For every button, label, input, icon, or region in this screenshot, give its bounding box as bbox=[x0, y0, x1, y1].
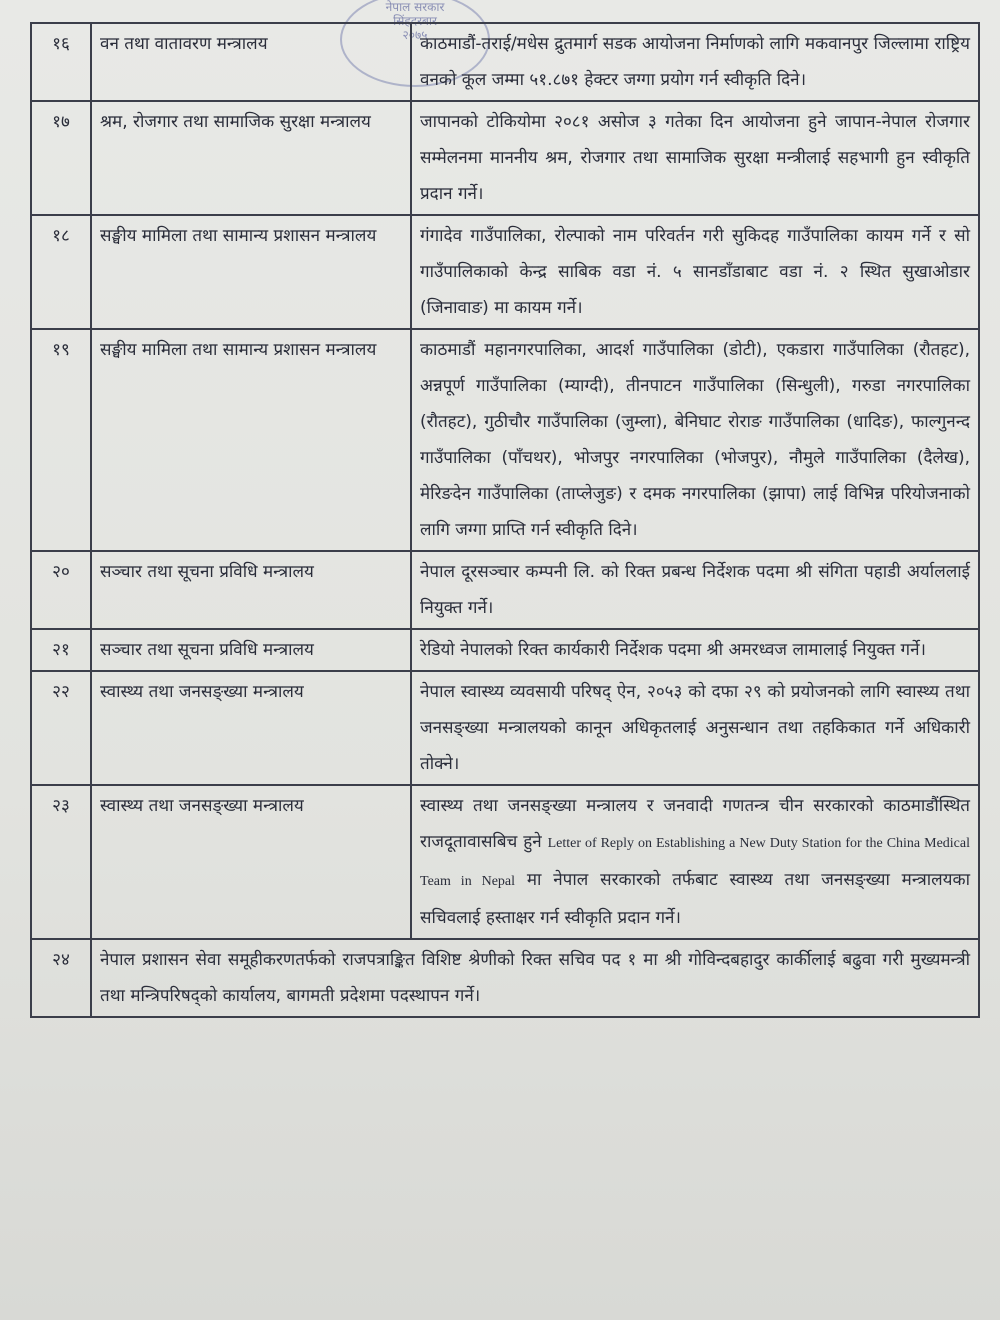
decision-cell: नेपाल प्रशासन सेवा समूहीकरणतर्फको राजपत्राङ्कित विशिष्ट श्रेणीको रिक्त सचिव पद १ मा श्री गोविन्दबहादुर कार्कीलाई बढुवा गरी मुख्यमन्त्री तथा मन्त्रिपरिषद्को कार्यालय, बागमती प्रदेशमा पदस्थापन गर्ने। bbox=[91, 939, 979, 1017]
ministry-cell: सङ्घीय मामिला तथा सामान्य प्रशासन मन्त्रालय bbox=[91, 329, 411, 551]
table-row bbox=[31, 551, 979, 629]
row-number: १९ bbox=[31, 329, 91, 551]
ministry-cell: स्वास्थ्य तथा जनसङ्ख्या मन्त्रालय bbox=[91, 671, 411, 785]
decision-cell: जापानको टोकियोमा २०८१ असोज ३ गतेका दिन आयोजना हुने जापान-नेपाल रोजगार सम्मेलनमा माननीय श्रम, रोजगार तथा सामाजिक सुरक्षा मन्त्रीलाई सहभागी हुन स्वीकृति प्रदान गर्ने। bbox=[411, 101, 979, 215]
decision-text: मा नेपाल सरकारको तर्फबाट स्वास्थ्य तथा जनसङ्ख्या मन्त्रालयका सचिवलाई हस्ताक्षर गर्न स्वीकृति प्रदान गर्ने। bbox=[420, 870, 970, 928]
row-number: १८ bbox=[31, 215, 91, 329]
row-number: २१ bbox=[31, 629, 91, 671]
decision-cell: काठमाडौं-तराई/मधेस द्रुतमार्ग सडक आयोजना निर्माणको लागि मकवानपुर जिल्लामा राष्ट्रिय वनको कूल जम्मा ५१.८७१ हेक्टर जग्गा प्रयोग गर्न स्वीकृति दिने। bbox=[411, 23, 979, 101]
row-number: २० bbox=[31, 551, 91, 629]
decision-english-title: Letter of Reply on Establishing a New Duty Station for the China Medical Team in Nepal bbox=[420, 836, 970, 889]
decision-cell bbox=[411, 785, 979, 939]
ministry-cell: सञ्चार तथा सूचना प्रविधि मन्त्रालय bbox=[91, 629, 411, 671]
table-row bbox=[31, 671, 979, 785]
ministry-cell: श्रम, रोजगार तथा सामाजिक सुरक्षा मन्त्रालय bbox=[91, 101, 411, 215]
row-number: २२ bbox=[31, 671, 91, 785]
ministry-cell: स्वास्थ्य तथा जनसङ्ख्या मन्त्रालय bbox=[91, 785, 411, 939]
table-row bbox=[31, 629, 979, 671]
table-row bbox=[31, 939, 979, 1017]
row-number: २३ bbox=[31, 785, 91, 939]
table-row bbox=[31, 101, 979, 215]
decision-cell: रेडियो नेपालको रिक्त कार्यकारी निर्देशक पदमा श्री अमरध्वज लामालाई नियुक्त गर्ने। bbox=[411, 629, 979, 671]
row-number: २४ bbox=[31, 939, 91, 1017]
decision-cell: नेपाल दूरसञ्चार कम्पनी लि. को रिक्त प्रबन्ध निर्देशक पदमा श्री संगिता पहाडी अर्याललाई नियुक्त गर्ने। bbox=[411, 551, 979, 629]
decision-cell: गंगादेव गाउँपालिका, रोल्पाको नाम परिवर्तन गरी सुकिदह गाउँपालिका कायम गर्ने र सो गाउँपालिकाको केन्द्र साबिक वडा नं. ५ सानडाँडाबाट वडा नं. २ स्थित सुखाओडार (जिनावाङ) मा कायम गर्ने। bbox=[411, 215, 979, 329]
decision-cell: काठमाडौं महानगरपालिका, आदर्श गाउँपालिका (डोटी), एकडारा गाउँपालिका (रौतहट), अन्नपूर्ण गाउँपालिका (म्याग्दी), तीनपाटन गाउँपालिका (सिन्धुली), गरुडा नगरपालिका (रौतहट), गुठीचौर गाउँपालिका (जुम्ला), बेनिघाट रोराङ गाउँपालिका (धादिङ), फाल्गुनन्द गाउँपालिका (पाँचथर), भोजपुर नगरपालिका (भोजपुर), नौमुले गाउँपालिका (दैलेख), मेरिङदेन गाउँपालिका (ताप्लेजुङ) र दमक नगरपालिका (झापा) लाई विभिन्न परियोजनाको लागि जग्गा प्राप्ति गर्न स्वीकृति दिने। bbox=[411, 329, 979, 551]
ministry-cell: सञ्चार तथा सूचना प्रविधि मन्त्रालय bbox=[91, 551, 411, 629]
table-row bbox=[31, 785, 979, 939]
decision-cell: नेपाल स्वास्थ्य व्यवसायी परिषद् ऐन, २०५३ को दफा २९ को प्रयोजनको लागि स्वास्थ्य तथा जनसङ्ख्या मन्त्रालयको कानून अधिकृतलाई अनुसन्धान तथा तहकिकात गर्ने अधिकारी तोक्ने। bbox=[411, 671, 979, 785]
ministry-cell: सङ्घीय मामिला तथा सामान्य प्रशासन मन्त्रालय bbox=[91, 215, 411, 329]
decisions-table bbox=[30, 22, 980, 1018]
official-stamp: नेपाल सरकार सिंहदरबार २०७५ bbox=[340, 0, 490, 87]
row-number: १६ bbox=[31, 23, 91, 101]
table-row bbox=[31, 215, 979, 329]
row-number: १७ bbox=[31, 101, 91, 215]
table-row bbox=[31, 329, 979, 551]
table-row bbox=[31, 23, 979, 101]
decision-text: स्वास्थ्य तथा जनसङ्ख्या मन्त्रालय र जनवादी गणतन्त्र चीन सरकारको काठमाडौंस्थित राजदूतावासबिच हुने bbox=[420, 796, 970, 852]
ministry-cell: वन तथा वातावरण मन्त्रालय bbox=[91, 23, 411, 101]
